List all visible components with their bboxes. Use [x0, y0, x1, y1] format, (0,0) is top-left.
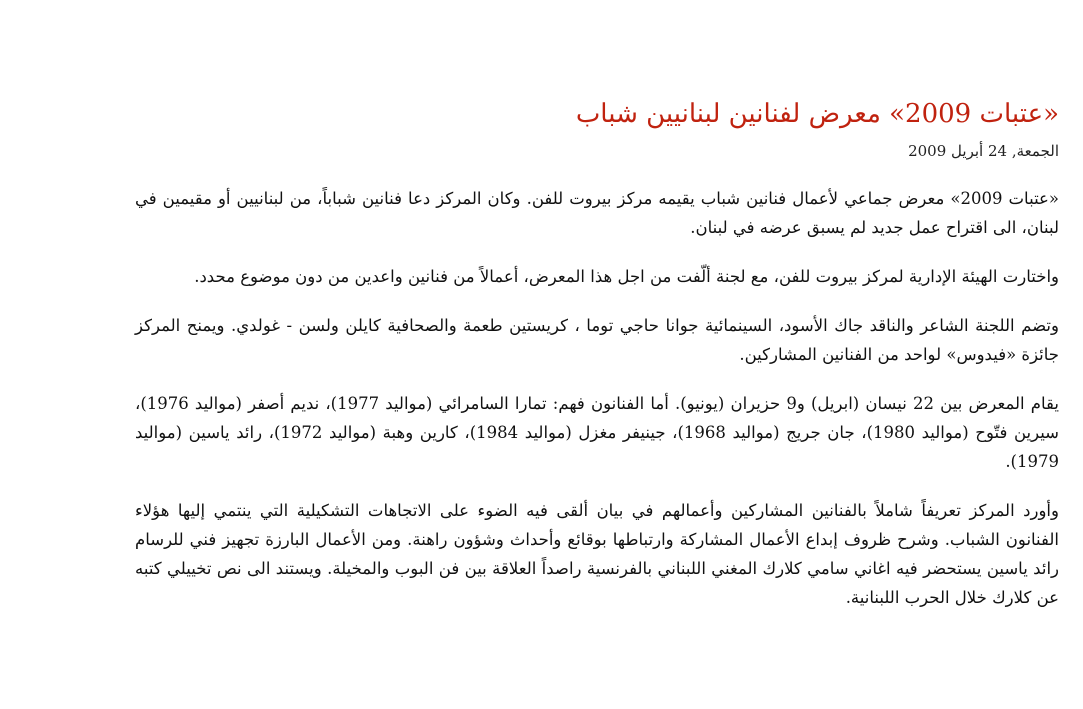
article-body [135, 184, 1059, 612]
paragraph-selection: واختارت الهيئة الإدارية لمركز بيروت للفن، مع لجنة ألّفت من اجل هذا المعرض، أعمالاً من فنانين واعدين من دون موضوع محدد. [194, 267, 1059, 286]
article-title: «عتبات 2009» معرض لفنانين لبنانيين شباب [575, 99, 1059, 129]
article [135, 92, 1059, 612]
article-date: الجمعة, 24 أبريل 2009 [908, 142, 1059, 160]
paragraph-works: وأورد المركز تعريفاً شاملاً بالفنانين المشاركين وأعمالهم في بيان ألقى فيه الضوء على الاتجاهات التشكيلية التي ينتمي إليها هؤلاء الفنانون الشباب. وشرح ظروف إبداع الأعمال المشاركة وارتباطها بوقائع وأحداث وشؤون راهنة. ومن الأعمال البارزة تجهيز فني للرسام رائد ياسين يستحضر فيه اغاني سامي كلارك المغني اللبناني بالفرنسية راصداً العلاقة بين فن البوب والمخيلة. ويستند الى نص تخييلي كتبه عن كلارك خلال الحرب اللبنانية. [135, 501, 1059, 607]
paragraph-artists: يقام المعرض بين 22 نيسان (ابريل) و9 حزيران (يونيو). أما الفنانون فهم: تمارا السامرائي (مواليد 1977)، نديم أصفر (مواليد 1976)، سيرين فتّوح (مواليد 1980)، جان جريج (مواليد 1968)، جينيفر مغزل (مواليد 1984)، كارين وهبة (مواليد 1972)، رائد ياسين (مواليد 1979). [135, 394, 1060, 471]
paragraph-committee: وتضم اللجنة الشاعر والناقد جاك الأسود، السينمائية جوانا حاجي توما ، كريستين طعمة والصحافية كايلن ولسن - غولدي. ويمنح المركز جائزة «فيدوس» لواحد من الفنانين المشاركين. [135, 316, 1059, 364]
paragraph-intro: «عتبات 2009» معرض جماعي لأعمال فنانين شباب يقيمه مركز بيروت للفن. وكان المركز دعا فنانين شباباً، من لبنانيين أو مقيمين في لبنان، الى اقتراح عمل جديد لم يسبق عرضه في لبنان. [135, 189, 1059, 237]
